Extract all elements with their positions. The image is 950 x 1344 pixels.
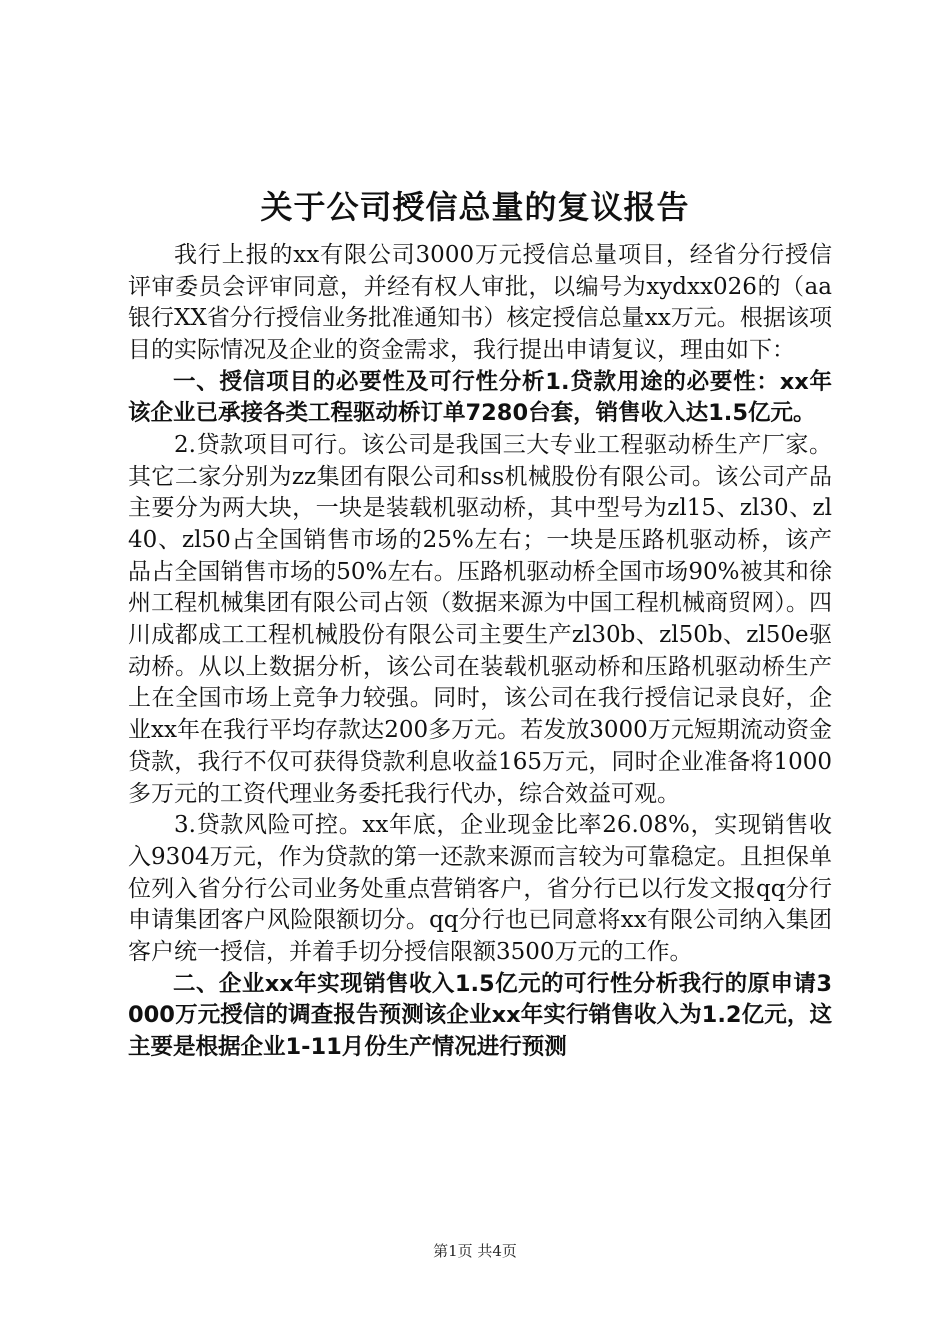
paragraph-section-one-heading: 一、授信项目的必要性及可行性分析1.贷款用途的必要性：xx年该企业已承接各类工程驱动桥订单7280台套，销售收入达1.5亿元。 [128,368,832,427]
paragraph-risk-control: 3.贷款风险可控。xx年底，企业现金比率26.08%，实现销售收入9304万元，作为贷款的第一还款来源而言较为可靠稳定。且担保单位列入省分行公司业务处重点营销客户，省分行已以行发文报qq分行申请集团客户风险限额切分。qq分行也已同意将xx有限公司纳入集团客户统一授信，并着手切分授信限额3500万元的工作。 [128,812,832,966]
document-body [128,240,832,1063]
document-title: 关于公司授信总量的复议报告 [260,188,690,226]
paragraph-feasibility: 2.贷款项目可行。该公司是我国三大专业工程驱动桥生产厂家。其它二家分别为zz集团有限公司和ss机械股份有限公司。该公司产品主要分为两大块，一块是装载机驱动桥，其中型号为zl15、zl30、zl40、zl50占全国销售市场的25%左右；一块是压路机驱动桥，该产品占全国销售市场的50%左右。压路机驱动桥全国市场90%被其和徐州工程机械集团有限公司占领（数据来源为中国工程机械商贸网）。四川成都成工工程机械股份有限公司主要生产zl30b、zl50b、zl50e驱动桥。从以上数据分析，该公司在装载机驱动桥和压路机驱动桥生产上在全国市场上竞争力较强。同时，该公司在我行授信记录良好，企业xx年在我行平均存款达200多万元。若发放3000万元短期流动资金贷款，我行不仅可获得贷款利息收益165万元，同时企业准备将1000多万元的工资代理业务委托我行代办，综合效益可观。 [128,431,832,807]
paragraph-intro: 我行上报的xx有限公司3000万元授信总量项目，经省分行授信评审委员会评审同意，并经有权人审批，以编号为xydxx026的（aa银行XX省分行授信业务批准通知书）核定授信总量xx万元。根据该项目的实际情况及企业的资金需求，我行提出申请复议，理由如下： [128,242,832,364]
page-number-footer: 第1页 共4页 [433,1242,517,1260]
paragraph-section-two-heading: 二、企业xx年实现销售收入1.5亿元的可行性分析我行的原申请3000万元授信的调查报告预测该企业xx年实行销售收入为1.2亿元，这主要是根据企业1-11月份生产情况进行预测 [128,970,832,1060]
